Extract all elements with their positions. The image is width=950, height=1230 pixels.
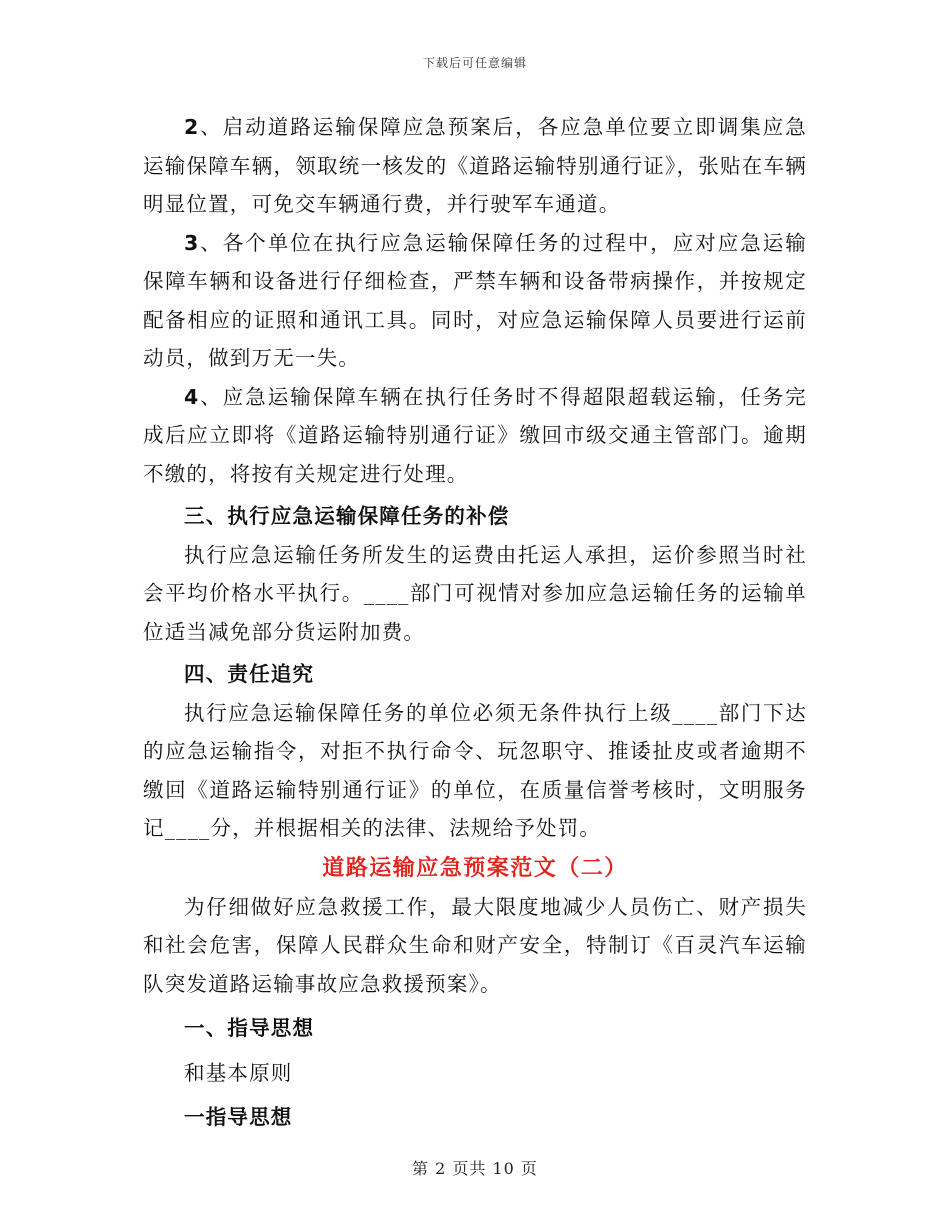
heading-guiding-ideology-sub: 一指导思想 (184, 1105, 293, 1129)
paragraph-item-4 (143, 378, 807, 494)
item-number: 4 (184, 384, 200, 409)
page-number: 第 2 页共 10 页 (412, 1159, 538, 1178)
line-basic-principles: 和基本原则 (184, 1060, 293, 1085)
paragraph-accountability: 执行应急运输保障任务的单位必须无条件执行上级____部门下达的应急运输指令，对拒不执行命令、玩忽职守、推诿扯皮或者逾期不缴回《道路运输特别通行证》的单位，在质量信誉考核时，文明服务记____分，并根据相关的法律、法规给予处罚。 (143, 700, 807, 840)
paragraph-item-3 (143, 224, 807, 378)
paragraph-compensation: 执行应急运输任务所发生的运费由托运人承担，运价参照当时社会平均价格水平执行。____部门可视情对参加应急运输任务的运输单位适当减免部分货运附加费。 (143, 542, 807, 644)
header-note: 下载后可任意编辑 (422, 56, 527, 70)
paragraph-text: 、各个单位在执行应急运输保障任务的过程中，应对应急运输保障车辆和设备进行仔细检查，严禁车辆和设备带病操作，并按规定配备相应的证照和通讯工具。同时，对应急运输保障人员要进行运前动员，做到万无一失。 (143, 230, 807, 370)
item-number: 2 (184, 115, 200, 139)
paragraph-text: 、应急运输保障车辆在执行任务时不得超限超载运输，任务完成后应立即将《道路运输特别通行证》缴回市级交通主管部门。逾期不缴的，将按有关规定进行处理。 (143, 384, 807, 486)
paragraph-item-2 (143, 108, 807, 224)
section-heading-accountability: 四、责任追究 (184, 662, 315, 686)
item-number: 3 (184, 230, 200, 255)
paragraph-part2-intro: 为仔细做好应急救援工作，最大限度地减少人员伤亡、财产损失和社会危害，保障人民群众生命和财产安全，特制订《百灵汽车运输队突发道路运输事故应急救援预案》。 (143, 894, 807, 996)
section-heading-compensation: 三、执行应急运输保障任务的补偿 (184, 504, 510, 528)
heading-guiding-ideology: 一、指导思想 (184, 1016, 315, 1040)
part2-title: 道路运输应急预案范文（二） (322, 854, 628, 881)
paragraph-text: 、启动道路运输保障应急预案后，各应急单位要立即调集应急运输保障车辆，领取统一核发的《道路运输特别通行证》，张贴在车辆明显位置，可免交车辆通行费，并行驶军车通道。 (143, 115, 807, 216)
document-body (143, 108, 807, 1137)
